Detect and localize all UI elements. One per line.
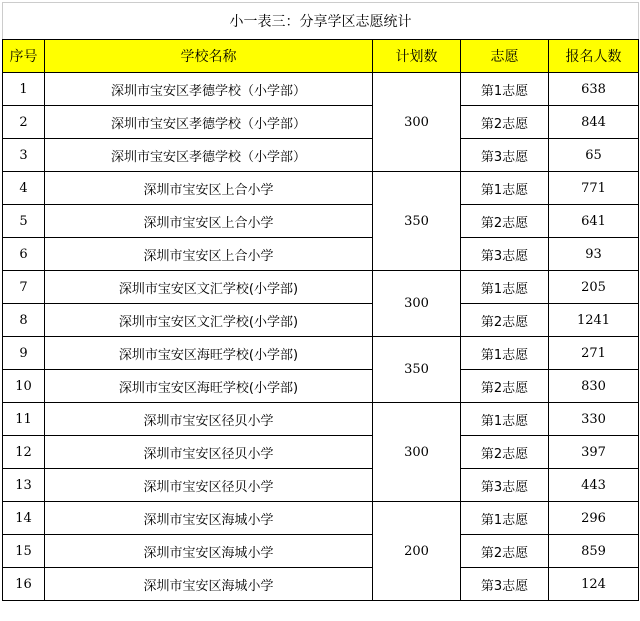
- table-row: [3, 139, 639, 172]
- header-choice: 志愿: [461, 40, 549, 73]
- row-choice: 第1志愿: [461, 172, 549, 205]
- row-choice: 第3志愿: [461, 568, 549, 601]
- row-school-name: 深圳市宝安区海城小学: [45, 568, 373, 601]
- row-choice: 第3志愿: [461, 469, 549, 502]
- row-applicants: 859: [549, 535, 639, 568]
- row-applicants: 844: [549, 106, 639, 139]
- row-index: 5: [3, 205, 45, 238]
- table-row: [3, 403, 639, 436]
- row-index: 8: [3, 304, 45, 337]
- header-plan: 计划数: [373, 40, 461, 73]
- table-row: [3, 172, 639, 205]
- row-index: 9: [3, 337, 45, 370]
- volunteer-stats-table: [2, 2, 639, 601]
- row-index: 11: [3, 403, 45, 436]
- row-school-name: 深圳市宝安区上合小学: [45, 172, 373, 205]
- row-index: 16: [3, 568, 45, 601]
- row-applicants: 205: [549, 271, 639, 304]
- row-choice: 第3志愿: [461, 238, 549, 271]
- table-row: [3, 271, 639, 304]
- row-school-name: 深圳市宝安区径贝小学: [45, 403, 373, 436]
- table-title: 小一表三：分享学区志愿统计: [3, 3, 639, 40]
- table-row: [3, 73, 639, 106]
- row-choice: 第1志愿: [461, 73, 549, 106]
- table-row: [3, 502, 639, 535]
- row-index: 10: [3, 370, 45, 403]
- row-applicants: 443: [549, 469, 639, 502]
- table-row: [3, 436, 639, 469]
- row-applicants: 296: [549, 502, 639, 535]
- row-index: 2: [3, 106, 45, 139]
- row-school-name: 深圳市宝安区海旺学校(小学部): [45, 337, 373, 370]
- row-school-name: 深圳市宝安区海城小学: [45, 535, 373, 568]
- row-applicants: 771: [549, 172, 639, 205]
- row-applicants: 638: [549, 73, 639, 106]
- row-index: 12: [3, 436, 45, 469]
- row-school-name: 深圳市宝安区上合小学: [45, 238, 373, 271]
- row-school-name: 深圳市宝安区文汇学校(小学部): [45, 271, 373, 304]
- header-applicants: 报名人数: [549, 40, 639, 73]
- table-row: [3, 370, 639, 403]
- row-school-name: 深圳市宝安区孝德学校（小学部）: [45, 73, 373, 106]
- row-index: 14: [3, 502, 45, 535]
- row-school-name: 深圳市宝安区径贝小学: [45, 436, 373, 469]
- row-school-name: 深圳市宝安区上合小学: [45, 205, 373, 238]
- row-applicants: 65: [549, 139, 639, 172]
- header-row: [3, 40, 639, 73]
- row-choice: 第2志愿: [461, 106, 549, 139]
- row-plan-count: 350: [373, 172, 461, 271]
- row-school-name: 深圳市宝安区孝德学校（小学部）: [45, 139, 373, 172]
- row-choice: 第2志愿: [461, 304, 549, 337]
- table-row: [3, 106, 639, 139]
- row-plan-count: 300: [373, 403, 461, 502]
- table-row: [3, 568, 639, 601]
- row-choice: 第1志愿: [461, 502, 549, 535]
- table-row: [3, 469, 639, 502]
- row-plan-count: 300: [373, 73, 461, 172]
- row-choice: 第2志愿: [461, 370, 549, 403]
- table-row: [3, 535, 639, 568]
- header-school: 学校名称: [45, 40, 373, 73]
- row-applicants: 397: [549, 436, 639, 469]
- row-choice: 第2志愿: [461, 535, 549, 568]
- row-applicants: 93: [549, 238, 639, 271]
- row-choice: 第1志愿: [461, 271, 549, 304]
- row-applicants: 641: [549, 205, 639, 238]
- row-index: 13: [3, 469, 45, 502]
- row-applicants: 124: [549, 568, 639, 601]
- row-applicants: 330: [549, 403, 639, 436]
- row-school-name: 深圳市宝安区文汇学校(小学部): [45, 304, 373, 337]
- row-index: 1: [3, 73, 45, 106]
- row-plan-count: 350: [373, 337, 461, 403]
- row-choice: 第2志愿: [461, 205, 549, 238]
- row-plan-count: 300: [373, 271, 461, 337]
- row-index: 15: [3, 535, 45, 568]
- table-row: [3, 205, 639, 238]
- row-index: 7: [3, 271, 45, 304]
- row-plan-count: 200: [373, 502, 461, 601]
- table-row: [3, 304, 639, 337]
- table-body: [3, 73, 639, 601]
- row-school-name: 深圳市宝安区孝德学校（小学部）: [45, 106, 373, 139]
- row-index: 6: [3, 238, 45, 271]
- row-applicants: 271: [549, 337, 639, 370]
- row-school-name: 深圳市宝安区海城小学: [45, 502, 373, 535]
- header-index: 序号: [3, 40, 45, 73]
- table-row: [3, 337, 639, 370]
- row-school-name: 深圳市宝安区径贝小学: [45, 469, 373, 502]
- row-choice: 第1志愿: [461, 403, 549, 436]
- row-applicants: 1241: [549, 304, 639, 337]
- row-school-name: 深圳市宝安区海旺学校(小学部): [45, 370, 373, 403]
- table-row: [3, 238, 639, 271]
- row-choice: 第2志愿: [461, 436, 549, 469]
- row-index: 4: [3, 172, 45, 205]
- row-choice: 第1志愿: [461, 337, 549, 370]
- row-choice: 第3志愿: [461, 139, 549, 172]
- row-index: 3: [3, 139, 45, 172]
- row-applicants: 830: [549, 370, 639, 403]
